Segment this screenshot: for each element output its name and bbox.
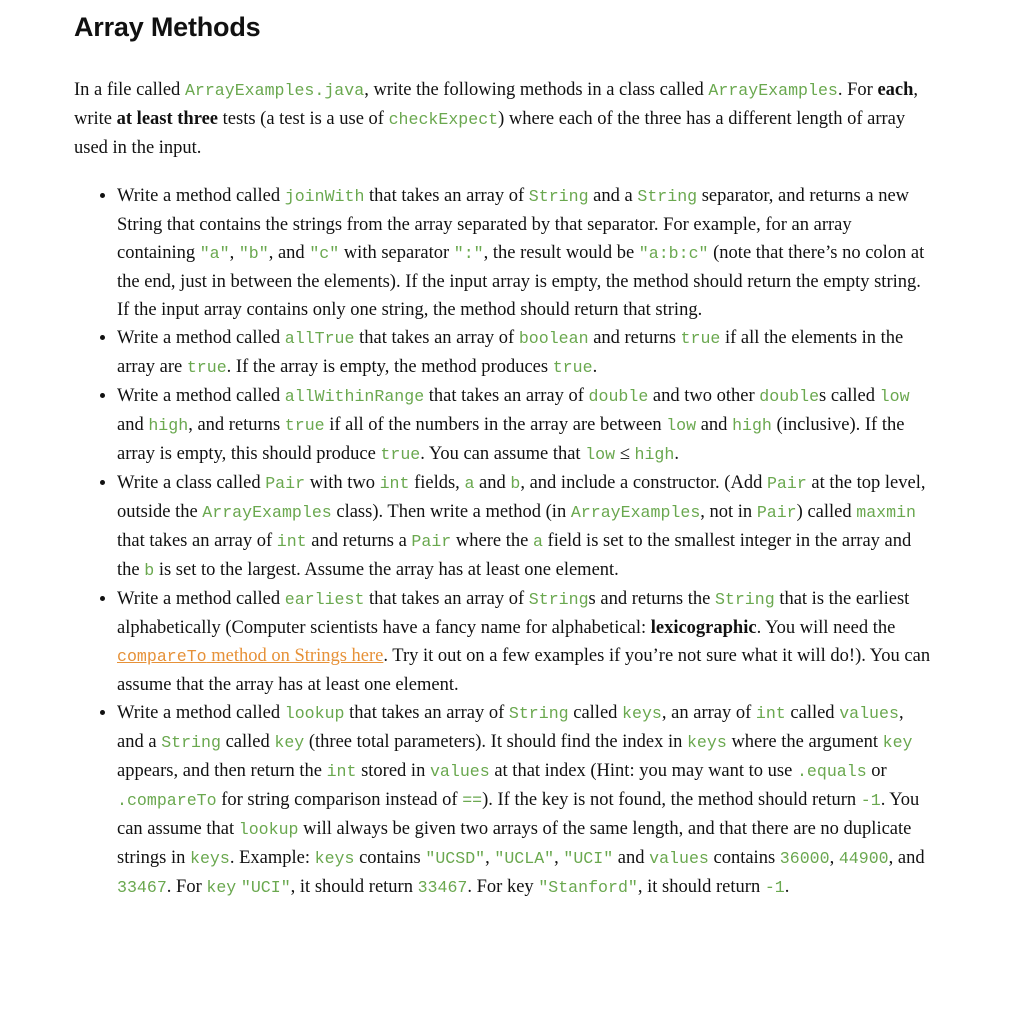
- code: "a": [199, 244, 230, 263]
- code: double: [759, 387, 820, 406]
- bold-lexicographic: lexicographic: [650, 618, 757, 638]
- code: compareTo: [117, 647, 207, 666]
- code: boolean: [518, 329, 589, 348]
- code: ArrayExamples: [570, 503, 701, 522]
- text: that takes an array of: [364, 186, 529, 206]
- code: low: [666, 416, 697, 435]
- text: ≤: [615, 444, 635, 464]
- code: String: [508, 704, 569, 723]
- text: for string comparison instead of: [216, 790, 463, 810]
- text: , and: [888, 848, 925, 868]
- code: Pair: [265, 474, 306, 493]
- text: if all of the numbers in the array are between: [324, 415, 667, 435]
- compareto-docs-link[interactable]: [117, 646, 383, 666]
- text: that takes an array of: [117, 531, 277, 551]
- code: String: [161, 733, 221, 752]
- text: class). Then write a method (in: [331, 502, 571, 522]
- task-joinwith: [117, 182, 934, 324]
- text: is set to the largest. Assume the array has at least one element.: [154, 560, 619, 580]
- code: allWithinRange: [284, 387, 425, 406]
- bold-at-least-three: at least three: [116, 109, 219, 129]
- code: String: [714, 590, 775, 609]
- code: values: [839, 704, 899, 723]
- code: String: [528, 187, 589, 206]
- code: keys: [686, 733, 727, 752]
- text: (note that there’s no colon at the end, just in between the elements). If the input array is empty, the method should return the empty string. If the input array contains only one string, the method should return that string.: [117, 243, 925, 320]
- code: "UCLA": [494, 849, 555, 868]
- code: lookup: [284, 704, 345, 723]
- text: , write: [74, 80, 919, 129]
- code: true: [552, 358, 593, 377]
- document: [74, 0, 934, 902]
- text: Write a method called: [117, 386, 285, 406]
- text: .: [784, 877, 790, 897]
- text: field is set to the smallest integer in the array and the: [117, 531, 912, 580]
- text: contains: [354, 848, 426, 868]
- code: int: [276, 532, 307, 551]
- text: tests (a test is a use of: [218, 109, 389, 129]
- bold-each: each: [877, 80, 914, 100]
- code: true: [284, 416, 325, 435]
- code: joinWith: [284, 187, 365, 206]
- text: stored in: [356, 761, 430, 781]
- intro-paragraph: [74, 76, 934, 162]
- code: values: [649, 849, 709, 868]
- code: ==: [462, 791, 483, 810]
- code: "UCI": [563, 849, 614, 868]
- code: 36000: [779, 849, 830, 868]
- code: -1: [860, 791, 881, 810]
- text: with separator: [339, 243, 454, 263]
- code: "UCSD": [425, 849, 486, 868]
- text: separator, and returns a new String that contains the strings from the array separated by that separator. For example, for an array containing: [117, 186, 910, 263]
- code: maxmin: [856, 503, 916, 522]
- text: s and returns the: [588, 589, 715, 609]
- text: . Example:: [229, 848, 315, 868]
- task-alltrue: [117, 324, 934, 382]
- code: int: [326, 762, 357, 781]
- code: low: [879, 387, 910, 406]
- text: ,: [829, 848, 839, 868]
- code: "a:b:c": [638, 244, 709, 263]
- text: Write a class called: [117, 473, 266, 493]
- text: ,: [485, 848, 495, 868]
- code: .equals: [796, 762, 867, 781]
- text: (three total parameters). It should find the index in: [304, 732, 687, 752]
- text: Write a method called: [117, 589, 285, 609]
- code: int: [379, 474, 410, 493]
- text: . You can assume that: [420, 444, 586, 464]
- code: double: [588, 387, 649, 406]
- code: high: [148, 416, 189, 435]
- text: , an array of: [661, 703, 756, 723]
- text: . You will need the: [756, 618, 896, 638]
- text: with two: [305, 473, 380, 493]
- text: , and: [268, 243, 310, 263]
- code: keys: [314, 849, 355, 868]
- text: appears, and then return the: [117, 761, 327, 781]
- code: allTrue: [284, 329, 355, 348]
- code: "UCI": [240, 878, 291, 897]
- text: and: [696, 415, 733, 435]
- code: key: [206, 878, 237, 897]
- code-classname: ArrayExamples: [708, 81, 838, 100]
- code: String: [528, 590, 589, 609]
- text: and returns a: [306, 531, 412, 551]
- text: , and returns: [188, 415, 285, 435]
- code: int: [755, 704, 786, 723]
- text: that is the earliest alphabetically (Computer scientists have a fancy name for alphabetical:: [117, 589, 910, 638]
- code: b: [510, 474, 521, 493]
- text: . You can assume that: [117, 790, 920, 839]
- text: where the argument: [726, 732, 883, 752]
- task-allwithinrange: [117, 382, 934, 469]
- text: at the top level, outside the: [117, 473, 926, 522]
- text: called: [220, 732, 275, 752]
- text: Write a method called: [117, 703, 285, 723]
- task-lookup: [117, 699, 934, 902]
- text: called: [785, 703, 840, 723]
- text: , it should return: [290, 877, 418, 897]
- text: that takes an array of: [364, 589, 529, 609]
- text: , write the following methods in a class called: [364, 80, 709, 100]
- code: 33467: [417, 878, 468, 897]
- text: . Try it out on a few examples if you’re not sure what it will do!). You can assume that the array has at least one element.: [117, 646, 931, 695]
- code: a: [532, 532, 543, 551]
- code-checkexpect: checkExpect: [388, 110, 499, 129]
- text: In a file called: [74, 80, 185, 100]
- code: true: [380, 445, 421, 464]
- text: and two other: [648, 386, 760, 406]
- code: key: [274, 733, 305, 752]
- text: .: [674, 444, 679, 464]
- code: key: [882, 733, 913, 752]
- text: ). If the key is not found, the method should return: [482, 790, 861, 810]
- code: Pair: [766, 474, 807, 493]
- text: , the result would be: [483, 243, 639, 263]
- text: , it should return: [637, 877, 765, 897]
- code: true: [186, 358, 227, 377]
- code: -1: [764, 878, 785, 897]
- text: and a: [588, 186, 638, 206]
- text: if all the elements in the array are: [117, 328, 904, 377]
- code: keys: [622, 704, 662, 723]
- text: . For key: [467, 877, 539, 897]
- code: true: [680, 329, 721, 348]
- text: Write a method called: [117, 328, 285, 348]
- code: values: [429, 762, 490, 781]
- text: Write a method called: [117, 186, 285, 206]
- text: ,: [554, 848, 564, 868]
- task-list: [74, 182, 934, 902]
- text: , and include a constructor. (Add: [520, 473, 767, 493]
- code: b: [144, 561, 155, 580]
- code: low: [585, 445, 616, 464]
- code: "b": [238, 244, 269, 263]
- text: contains: [708, 848, 780, 868]
- text: ) called: [796, 502, 857, 522]
- code: high: [634, 445, 675, 464]
- text: at that index (Hint: you may want to use: [489, 761, 797, 781]
- page-title: Array Methods: [74, 12, 261, 42]
- text: and: [474, 473, 511, 493]
- code-filename: ArrayExamples.java: [184, 81, 365, 100]
- text: , not in: [700, 502, 757, 522]
- code: earliest: [284, 590, 365, 609]
- text: fields,: [409, 473, 465, 493]
- text: and: [117, 415, 149, 435]
- code: a: [464, 474, 475, 493]
- code: high: [732, 416, 772, 435]
- text: or: [866, 761, 887, 781]
- code: keys: [189, 849, 230, 868]
- task-earliest: [117, 585, 934, 699]
- text: that takes an array of: [344, 703, 509, 723]
- text: . For: [166, 877, 207, 897]
- text: (inclusive). If the array is empty, this should produce: [117, 415, 905, 464]
- text: that takes an array of: [424, 386, 589, 406]
- code: ":": [453, 244, 484, 263]
- code: ArrayExamples: [202, 503, 332, 522]
- code: 44900: [838, 849, 889, 868]
- text: . For: [837, 80, 878, 100]
- task-pair-maxmin: [117, 469, 934, 585]
- text: will always be given two arrays of the same length, and that there are no duplicate strings in: [117, 819, 912, 868]
- text: that takes an array of: [354, 328, 519, 348]
- code: "Stanford": [538, 878, 638, 897]
- text: , and a: [117, 703, 904, 752]
- code: "c": [309, 244, 340, 263]
- text: ,: [229, 243, 239, 263]
- code: Pair: [411, 532, 452, 551]
- text: . If the array is empty, the method produces: [226, 357, 553, 377]
- code: 33467: [117, 878, 167, 897]
- text: where the: [451, 531, 533, 551]
- code: lookup: [238, 820, 299, 839]
- text: and: [613, 848, 650, 868]
- code: Pair: [756, 503, 797, 522]
- text: called: [568, 703, 623, 723]
- text: .: [592, 357, 598, 377]
- text: and returns: [588, 328, 681, 348]
- text: ) where each of the three has a different length of array used in the input.: [74, 109, 906, 158]
- code: .compareTo: [117, 791, 217, 810]
- link-text: method on Strings here: [206, 646, 384, 666]
- text: s called: [819, 386, 880, 406]
- code: String: [637, 187, 698, 206]
